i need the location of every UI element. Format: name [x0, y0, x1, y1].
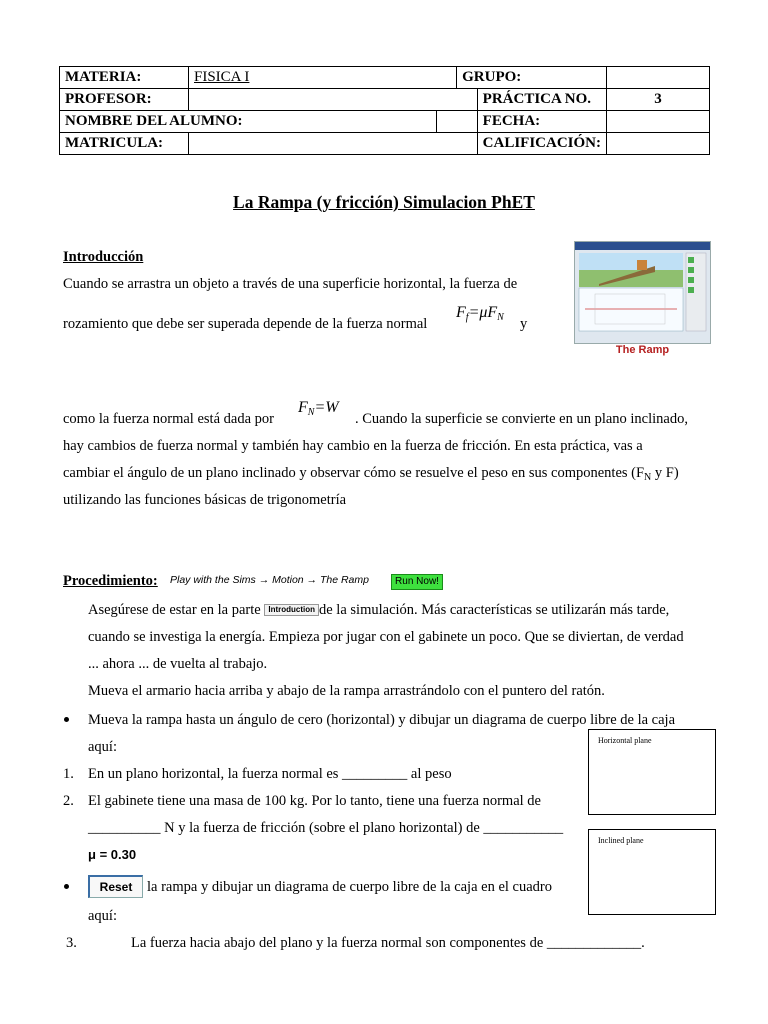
bullet-1-line-a: Mueva la rampa hasta un ángulo de cero (horizontal) y dibujar un diagrama de cuerpo libre de la caja — [88, 712, 676, 728]
ramp-sim-thumbnail — [574, 241, 711, 356]
bullet-1 — [64, 717, 69, 722]
bullet-1-line-b: aquí: — [88, 739, 117, 755]
intro-heading: Introducción — [63, 249, 144, 265]
introduction-tab-button[interactable]: Introduction — [264, 604, 319, 616]
matricula-label: MATRICULA: — [60, 133, 189, 155]
item-2-number: 2. — [63, 793, 74, 809]
procedure-heading: Procedimiento: — [63, 573, 158, 589]
materia-value: FISICA I — [189, 67, 457, 89]
horizontal-plane-box[interactable] — [588, 729, 716, 815]
materia-label: MATERIA: — [60, 67, 189, 89]
run-now-button[interactable]: Run Now! — [391, 574, 443, 590]
intro-line-6: utilizando las funciones básicas de trigonometría — [63, 492, 347, 508]
reset-button[interactable]: Reset — [88, 875, 143, 898]
inclined-plane-label: Inclined plane — [598, 836, 644, 845]
grupo-label: GRUPO: — [457, 67, 607, 89]
item-3-number: 3. — [66, 935, 77, 951]
intro-line-2-end: y — [520, 316, 528, 332]
horizontal-plane-label: Horizontal plane — [598, 736, 652, 745]
item-2-line-b: __________ N y la fuerza de fricción (sobre el plano horizontal) de ___________ — [88, 820, 564, 836]
intro-line-2: rozamiento que debe ser superada depende de la fuerza normal — [63, 316, 428, 332]
practica-label: PRÁCTICA NO. — [477, 89, 606, 111]
item-1-number: 1. — [63, 766, 74, 782]
profesor-value — [189, 89, 478, 111]
alumno-label: NOMBRE DEL ALUMNO: — [60, 111, 437, 133]
document-title: La Rampa (y fricción) Simulacion PhET — [233, 192, 535, 212]
fecha-label: FECHA: — [477, 111, 606, 133]
header-table — [59, 66, 710, 155]
formula-friction: $F_f=\mu F_N$ — [456, 304, 504, 323]
procedure-p3: ... ahora ... de vuelta al trabajo. — [88, 656, 268, 672]
procedure-p2: cuando se investiga la energía. Empieza por jugar con el gabinete un poco. Que se diviertan, de verdad — [88, 629, 684, 645]
grupo-value — [607, 67, 710, 89]
profesor-label: PROFESOR: — [60, 89, 189, 111]
bullet-2-line-a: la rampa y dibujar un diagrama de cuerpo libre de la caja en el cuadro — [147, 879, 553, 895]
calificacion-value — [607, 133, 710, 155]
item-2-line-a: El gabinete tiene una masa de 100 kg. Por lo tanto, tiene una fuerza normal de — [88, 793, 541, 809]
intro-line-4: hay cambios de fuerza normal y también hay cambio en la fuerza de fricción. En esta práctica, vas a — [63, 438, 643, 454]
calificacion-label: CALIFICACIÓN: — [477, 133, 606, 155]
intro-line-1: Cuando se arrastra un objeto a través de una superficie horizontal, la fuerza de — [63, 276, 518, 292]
formula-normal: $F_N=W$ — [298, 399, 339, 418]
bullet-2-line-b: aquí: — [88, 908, 117, 924]
intro-line-5: cambiar el ángulo de un plano inclinado y observar cómo se resuelve el peso en sus componentes ($F_N$ y F) — [63, 465, 679, 483]
fecha-value — [607, 111, 710, 133]
practica-value: 3 — [607, 89, 710, 111]
mu-value: μ = 0.30 — [88, 847, 137, 862]
item-1-text: En un plano horizontal, la fuerza normal es _________ al peso — [88, 766, 452, 782]
sim-path: Play with the Sims → Motion → The Ramp — [170, 574, 369, 586]
ramp-sim-image — [575, 242, 710, 343]
intro-line-3-end: . Cuando la superficie se convierte en un plano inclinado, — [355, 411, 688, 427]
alumno-value — [436, 111, 477, 133]
intro-line-3-start: como la fuerza normal está dada por — [63, 411, 274, 427]
bullet-2 — [64, 884, 69, 889]
item-3-text: La fuerza hacia abajo del plano y la fuerza normal son componentes de _____________. — [131, 935, 645, 951]
ramp-thumbnail-caption: The Ramp — [615, 344, 670, 356]
matricula-value — [189, 133, 478, 155]
inclined-plane-box[interactable] — [588, 829, 716, 915]
procedure-p4: Mueva el armario hacia arriba y abajo de la rampa arrastrándolo con el puntero del ratón. — [88, 683, 605, 699]
procedure-p1: Asegúrese de estar en la parte Introduction de la simulación. Más características se utilizarán más tarde, — [88, 602, 670, 618]
